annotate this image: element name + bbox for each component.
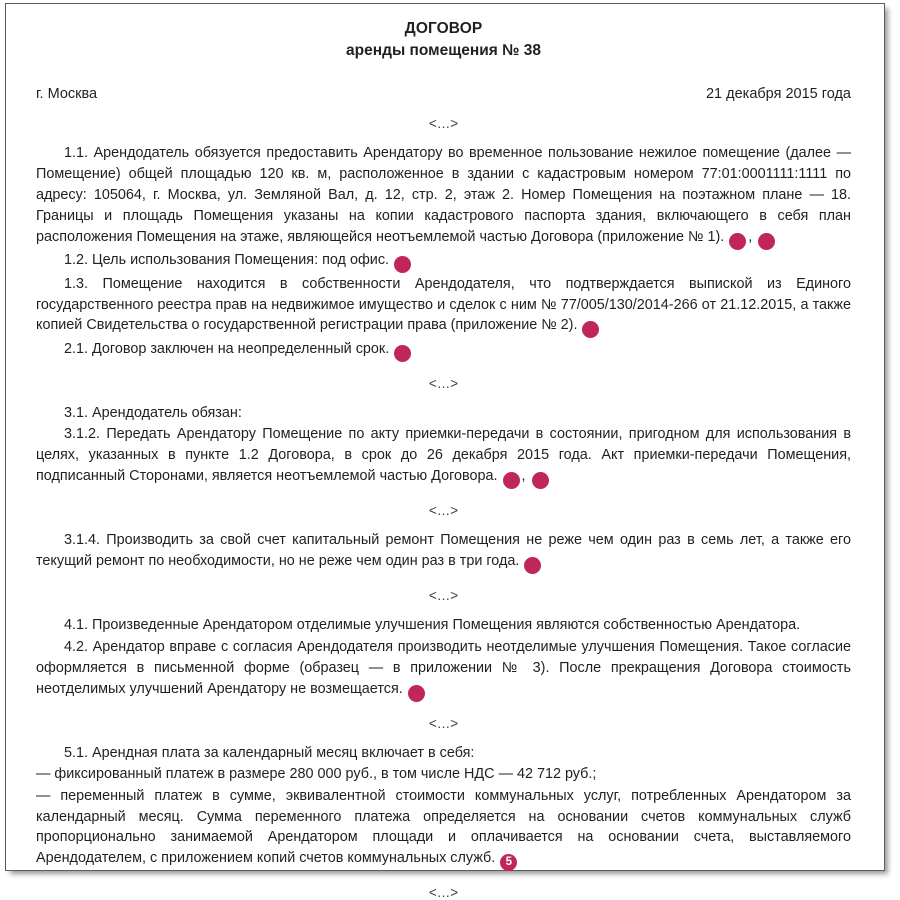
document-meta-row: [36, 86, 851, 102]
clause-3-1-4-text: 3.1.4. Производить за свой счет капитальный ремонт Помещения не реже чем один раз в семь лет, а также его текущий ремонт по необходимости, но не реже чем один раз в три года.: [36, 532, 851, 570]
clause-2-1-text: 2.1. Договор заключен на неопределенный срок.: [64, 340, 390, 357]
marker-badge-4: 4: [408, 685, 425, 702]
marker-badge-1b: 1: [582, 321, 599, 338]
clause-3-1-4: [36, 530, 851, 574]
marker-badge-5: 5: [500, 854, 517, 871]
section-3: [36, 403, 851, 489]
clause-5-1-item-fixed: [36, 764, 851, 785]
clause-5-1-item-fixed-text: — фиксированный платеж в размере 280 000 руб., в том числе НДС — 42 712 руб.;: [36, 766, 597, 783]
document-body: [6, 4, 884, 900]
section-4: [36, 615, 851, 701]
section-1: [36, 143, 851, 362]
clause-1-2: [36, 250, 851, 273]
document-page: [5, 3, 885, 900]
section-separator-1: <…>: [428, 115, 459, 131]
marker-badge-1c: [503, 472, 520, 489]
section-separator-4: <…>: [428, 588, 459, 604]
section-separator-2: <…>: [428, 375, 459, 391]
clause-1-3-text: 1.3. Помещение находится в собственности Арендодателя, что подтверждается выпиской из Единого государственного реестра прав на недвижимое имущество и сделок с ним № 77/005/130/2014-266 от 21.12.2015, а также копией Свидетельства о государственной регистрации права (приложение № 2).: [36, 275, 851, 334]
section-separator-3: <…>: [428, 503, 459, 519]
marker-badge-3: 3: [524, 557, 541, 574]
marker-badge-6: 6: [758, 233, 775, 250]
clause-4-1: [36, 615, 851, 636]
clause-4-2: [36, 637, 851, 702]
marker-separator-2: ,: [521, 468, 526, 485]
clause-1-3: [36, 274, 851, 339]
clause-2-1: [36, 339, 851, 362]
section-separator-6: <…>: [428, 885, 459, 900]
clause-5-1-item-variable-text: — переменный платеж в сумме, эквивалентной стоимости коммунальных услуг, потребленных Арендатором за календарный месяц. Сумма переменного платежа определяется на основании счетов коммунальных служб пропорционально занимаемой Арендатором площади и оплачивается на основании счета, выставляемого Арендодателем, с приложением копий счетов коммунальных служб.: [36, 787, 851, 867]
clause-3-1-2: [36, 424, 851, 489]
section-3-4: [36, 530, 851, 574]
clause-1-1-text: 1.1. Арендодатель обязуется предоставить Арендатору во временное пользование нежилое помещение (далее — Помещение) общей площадью 120 кв. м, расположенное в здании с кадастровым номером 77:01:0001111:1111 по адресу: 105064, г. Москва, ул. Земляной Вал, д. 12, стр. 2, этаж 2. Номер Помещения на поэтажном плане — 18. Границы и площадь Помещения указаны на копии кадастрового паспорта здания, включающего в себя план расположения Помещения на этаже, являющейся неотъемлемой частью Договора (приложение № 1).: [36, 144, 851, 245]
section-5: [36, 743, 851, 872]
clause-5-1-item-variable: [36, 786, 851, 872]
clause-5-1: [36, 743, 851, 764]
marker-separator: ,: [748, 228, 753, 245]
clause-1-1: [36, 143, 851, 250]
document-date: 21 декабря 2015 года: [705, 85, 851, 102]
section-separator-5: <…>: [428, 715, 459, 731]
clause-4-1-text: 4.1. Произведенные Арендатором отделимые улучшения Помещения являются собственностью Арендатора.: [64, 617, 801, 634]
clause-5-1-text: 5.1. Арендная плата за календарный месяц включает в себя:: [64, 744, 475, 761]
document-title-main: ДОГОВОР: [404, 20, 483, 37]
marker-badge-1: [729, 233, 746, 250]
clause-3-1-2-text: 3.1.2. Передать Арендатору Помещение по акту приемки-передачи в состоянии, пригодном для использования в целях, указанных в пункте 1.2 Договора, в срок до 26 декабря 2015 года. Акт приемки-передачи Помещения, подписанный Сторонами, является неотъемлемой частью Договора.: [36, 426, 851, 485]
clause-1-2-text: 1.2. Цель использования Помещения: под офис.: [64, 252, 390, 269]
clause-3-1: [36, 403, 851, 424]
document-title-subtitle: аренды помещения № 38: [346, 42, 541, 60]
marker-badge-7b: 7: [532, 472, 549, 489]
clause-3-1-text: 3.1. Арендодатель обязан:: [64, 404, 242, 421]
marker-badge-7: 7: [394, 256, 411, 273]
marker-badge-2: 2: [394, 345, 411, 362]
clause-4-2-text: 4.2. Арендатор вправе с согласия Арендодателя производить неотделимые улучшения Помещения. Такое согласие оформляется в письменной форме (образец — в приложении № 3). После прекращения Договора стоимость неотделимых улучшений Арендатору не возмещается.: [36, 638, 851, 697]
document-city: г. Москва: [36, 85, 98, 102]
